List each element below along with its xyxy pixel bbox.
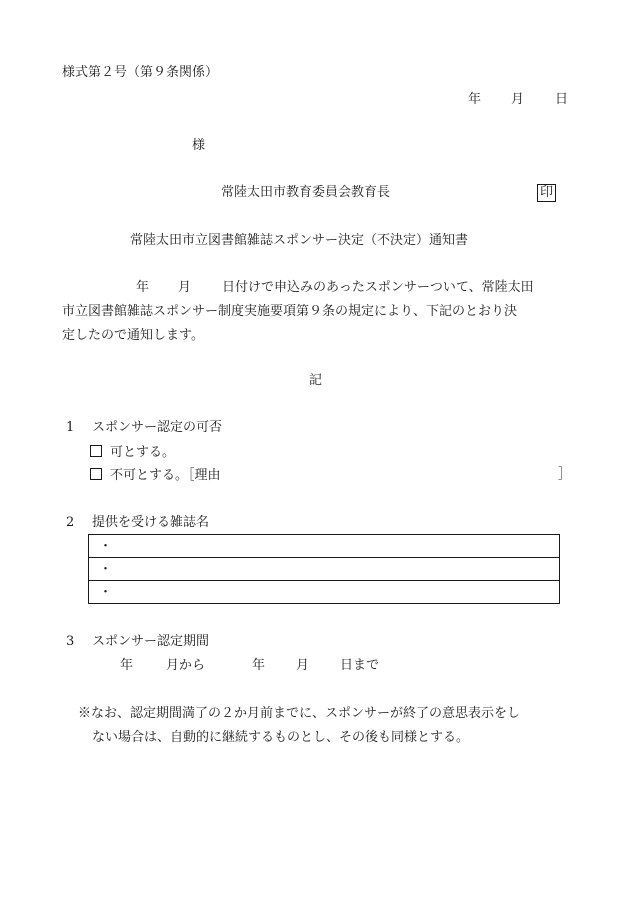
- start-year-label: 年: [120, 658, 134, 673]
- section-title: スポンサー認定の可否: [92, 420, 223, 435]
- body-line3: 定したので通知します。: [62, 328, 204, 343]
- seal-mark: [537, 184, 556, 202]
- magazine-name-cell[interactable]: ・: [89, 535, 560, 558]
- body-line1-text: 日付けで申込みのあったスポンサーついて、常陸太田: [222, 280, 534, 295]
- record-heading: 記: [309, 373, 323, 388]
- reject-checkbox[interactable]: [90, 468, 102, 480]
- addressee-suffix: 様: [192, 138, 206, 153]
- body-month-label: 月: [178, 280, 192, 295]
- section-number: 3: [66, 634, 75, 649]
- end-month-label: 月: [296, 658, 310, 673]
- magazine-name-cell[interactable]: ・: [89, 581, 560, 604]
- option-label: 不可とする。［理由: [110, 468, 221, 483]
- option-approve[interactable]: [90, 445, 175, 459]
- table-row: [89, 581, 560, 604]
- table-row: [89, 535, 560, 558]
- document-title: 常陸太田市立図書館雑誌スポンサー決定（不決定）通知書: [130, 233, 469, 248]
- sender-title: 常陸太田市教育委員会教育長: [221, 185, 391, 200]
- section-number: 1: [66, 420, 75, 435]
- magazine-table: [88, 534, 560, 604]
- end-year-label: 年: [252, 658, 266, 673]
- start-month-label: 月から: [166, 658, 206, 673]
- seal-text: 印: [537, 184, 556, 202]
- note-line1: ※なお、認定期間満了の２か月前までに、スポンサーが終了の意思表示をし: [78, 706, 521, 721]
- section-title: スポンサー認定期間: [92, 634, 210, 649]
- date-month-label: 月: [511, 92, 525, 107]
- magazine-name-cell[interactable]: ・: [89, 558, 560, 581]
- approve-checkbox[interactable]: [90, 445, 102, 457]
- reason-close-bracket: ］: [558, 467, 572, 482]
- section-number: 2: [66, 515, 75, 530]
- option-label: 可とする。: [110, 445, 176, 460]
- section-title: 提供を受ける雑誌名: [92, 515, 210, 530]
- note-line2: ない場合は、自動的に継続するものとし、その後も同様とする。: [92, 730, 470, 745]
- body-line2: 市立図書館雑誌スポンサー制度実施要項第９条の規定により、下記のとおり決: [62, 304, 518, 319]
- option-reject[interactable]: [90, 468, 221, 482]
- end-day-label: 日まで: [340, 658, 380, 673]
- table-row: [89, 558, 560, 581]
- date-day-label: 日: [555, 92, 569, 107]
- body-year-label: 年: [136, 280, 150, 295]
- form-number: 様式第２号（第９条関係）: [62, 65, 219, 80]
- date-year-label: 年: [468, 92, 482, 107]
